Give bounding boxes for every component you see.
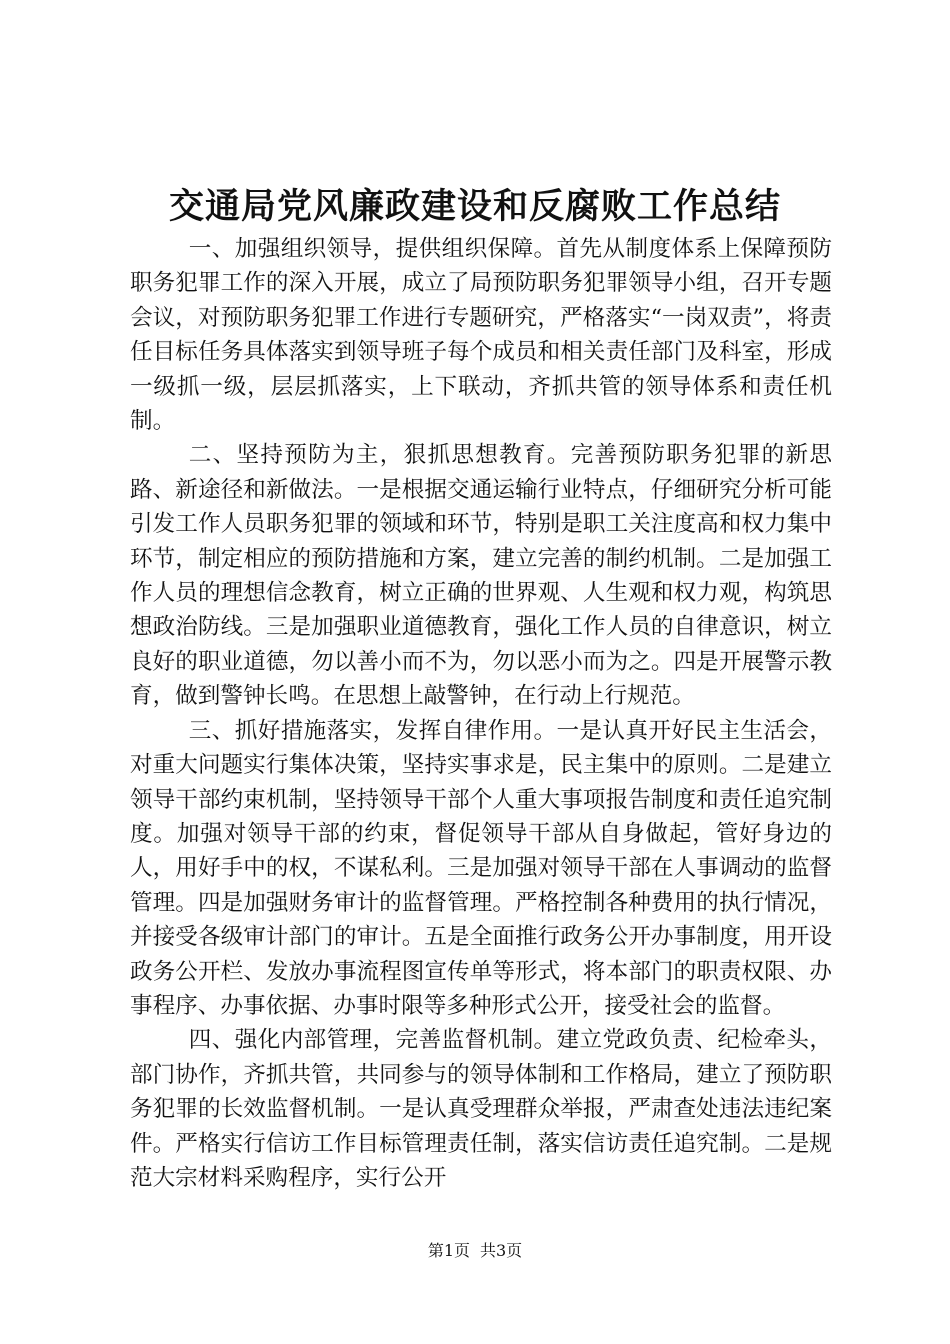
page-footer <box>0 1240 950 1262</box>
paragraph-1: 一、加强组织领导，提供组织保障。首先从制度体系上保障预防职务犯罪工作的深入开展，成立了局预防职务犯罪领导小组，召开专题会议，对预防职务犯罪工作进行专题研究，严格落实“一岗双责”，将责任目标任务具体落实到领导班子每个成员和相关责任部门及科室，形成一级抓一级，层层抓落实，上下联动，齐抓共管的领导体系和责任机制。 <box>130 236 832 435</box>
paragraph-4: 四、强化内部管理，完善监督机制。建立党政负责、纪检牵头，部门协作，齐抓共管，共同参与的领导体制和工作格局，建立了预防职务犯罪的长效监督机制。一是认真受理群众举报，严肃查处违法违纪案件。严格实行信访工作目标管理责任制，落实信访责任追究制。二是规范大宗材料采购程序，实行公开 <box>130 1027 832 1191</box>
document-title: 交通局党风廉政建设和反腐败工作总结 <box>168 186 781 227</box>
page-number: 第1页 <box>427 1241 470 1260</box>
document-body <box>130 232 832 1195</box>
paragraph-2: 二、坚持预防为主，狠抓思想教育。完善预防职务犯罪的新思路、新途径和新做法。一是根据交通运输行业特点，仔细研究分析可能引发工作人员职务犯罪的领域和环节，特别是职工关注度高和权力集中环节，制定相应的预防措施和方案，建立完善的制约机制。二是加强工作人员的理想信念教育，树立正确的世界观、人生观和权力观，构筑思想政治防线。三是加强职业道德教育，强化工作人员的自律意识，树立良好的职业道德，勿以善小而不为，勿以恶小而为之。四是开展警示教育，做到警钟长鸣。在思想上敲警钟，在行动上行规范。 <box>130 442 832 710</box>
paragraph-3: 三、抓好措施落实，发挥自律作用。一是认真开好民主生活会，对重大问题实行集体决策，坚持实事求是，民主集中的原则。二是建立领导干部约束机制，坚持领导干部个人重大事项报告制度和责任追究制度。加强对领导干部的约束，督促领导干部从自身做起，管好身边的人，用好手中的权，不谋私利。三是加强对领导干部在人事调动的监督管理。四是加强财务审计的监督管理。严格控制各种费用的执行情况，并接受各级审计部门的审计。五是全面推行政务公开办事制度，用开设政务公开栏、发放办事流程图宣传单等形式，将本部门的职责权限、办事程序、办事依据、办事时限等多种形式公开，接受社会的监督。 <box>130 717 832 1019</box>
page-total: 共3页 <box>480 1241 523 1260</box>
